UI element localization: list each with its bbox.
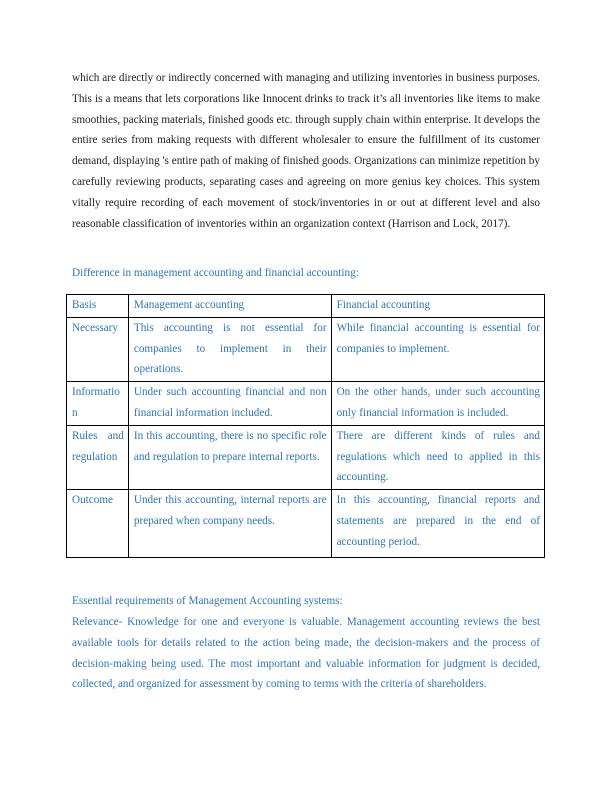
row-basis-cell: Rules and regulation	[67, 425, 129, 489]
row-basis-cell: Outcome	[67, 490, 129, 557]
comparison-heading: Difference in management accounting and financial accounting:	[72, 267, 359, 279]
citation: (Harrison and Lock, 2017).	[388, 217, 511, 230]
table-row	[67, 317, 545, 381]
row-financial-cell: On the other hands, under such accounting only financial information is included.	[331, 382, 544, 426]
table-row	[67, 490, 545, 557]
row-financial-cell: In this accounting, financial reports and statements are prepared in the end of accounting period.	[331, 490, 544, 557]
relevance-paragraph: Relevance- Knowledge for one and everyone is valuable. Management accounting reviews the best available tools for details related to the action being made, the decision-makers and the process of decision-making being used. The most important and valuable information for judgment is decided, collected, and organized for assessment by coming to terms with the criteria of shareholders.	[72, 616, 540, 691]
comparison-table	[66, 294, 545, 558]
row-management-cell: Under such accounting financial and non financial information included.	[128, 382, 331, 426]
row-management-cell: This accounting is not essential for companies to implement in their operations.	[128, 317, 331, 381]
header-basis: Basis	[67, 295, 129, 318]
row-financial-cell: There are different kinds of rules and regulations which need to applied in this accounting.	[331, 425, 544, 489]
intro-paragraph	[72, 68, 540, 234]
header-management-accounting: Management accounting	[128, 295, 331, 318]
table-header-row	[67, 295, 545, 318]
row-basis-cell: Informatio n	[67, 382, 129, 426]
header-financial-accounting: Financial accounting	[331, 295, 544, 318]
row-basis-cell: Necessary	[67, 317, 129, 381]
table-row	[67, 425, 545, 489]
row-financial-cell: While financial accounting is essential for companies to implement.	[331, 317, 544, 381]
intro-text: which are directly or indirectly concerned with managing and utilizing inventories in business purposes. This is a means that lets corporations like Innocent drinks to track it’s all inventories like items to make smoothies, packing materials, finished goods etc. through supply chain within enterprise. It develops the entire series from making requests with different wholesaler to ensure the fulfillment of its customer demand, displaying 's entire path of making of finished goods. Organizations can minimize repetition by carefully reviewing products, separating cases and agreeing on more genius key choices. This system vitally require recording of each movement of stock/inventories in or out at different level and also reasonable classification of inventories within an organization context	[72, 72, 540, 230]
row-management-cell: In this accounting, there is no specific role and regulation to prepare internal reports.	[128, 425, 331, 489]
row-management-cell: Under this accounting, internal reports are prepared when company needs.	[128, 490, 331, 557]
table-row	[67, 382, 545, 426]
requirements-heading: Essential requirements of Management Accounting systems:	[72, 595, 343, 607]
